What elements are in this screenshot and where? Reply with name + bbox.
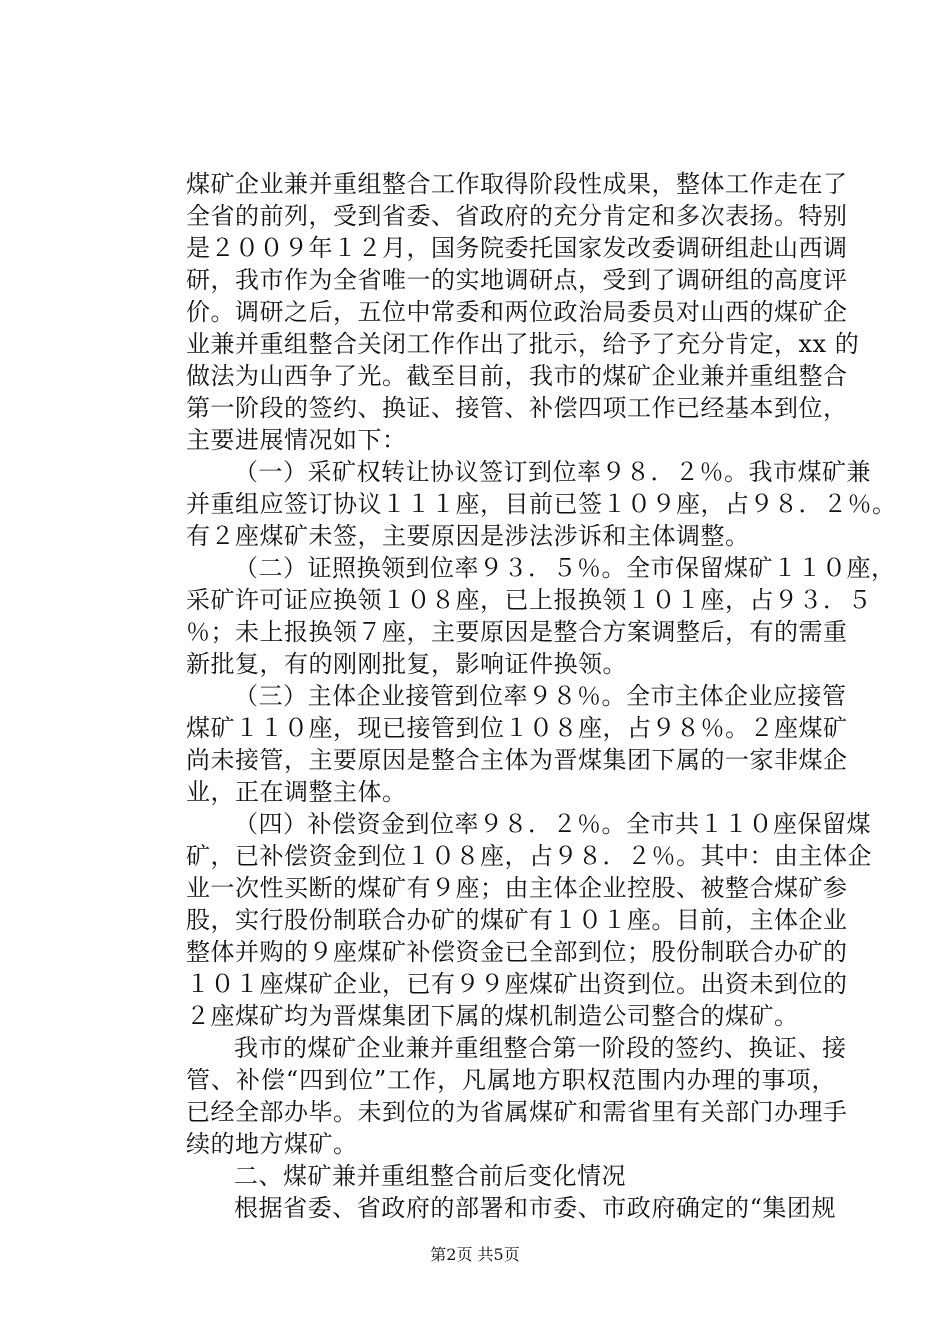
text-line: 尚未接管，主要原因是整合主体为晋煤集团下属的一家非煤企 [186, 746, 848, 774]
text-line: 股，实行股份制联合办矿的煤矿有１０１座。目前，主体企业 [186, 906, 848, 934]
text-line: （四）补偿资金到位率９８．２％。全市共１１０座保留煤 [234, 810, 871, 838]
text-line: ％；未上报换领７座，主要原因是整合方案调整后，有的需重 [186, 618, 848, 646]
text-line: 续的地方煤矿。 [186, 1130, 358, 1158]
text-line: 做法为山西争了光。截至目前，我市的煤矿企业兼并重组整合 [186, 362, 848, 390]
text-line: 第一阶段的签约、换证、接管、补偿四项工作已经基本到位， [186, 394, 848, 422]
text-line: 价。调研之后，五位中常委和两位政治局委员对山西的煤矿企 [186, 298, 848, 326]
text-line: （二）证照换领到位率９３．５％。全市保留煤矿１１０座， [234, 554, 896, 582]
page-number-footer: 第2页 共5页 [430, 1245, 520, 1264]
text-line: 是２００９年１２月，国务院委托国家发改委调研组赴山西调 [186, 234, 848, 262]
text-line: 矿，已补偿资金到位１０８座，占９８．２％。其中：由主体企 [186, 842, 872, 870]
text-line: 主要进展情况如下： [186, 426, 407, 454]
text-line: （一）采矿权转让协议签订到位率９８．２％。我市煤矿兼 [234, 458, 871, 486]
section-heading: 二、煤矿兼并重组整合前后变化情况 [234, 1162, 626, 1190]
text-line: 并重组应签订协议１１１座，目前已签１０９座，占９８．２％。 [186, 490, 897, 518]
text-line: 已经全部办毕。未到位的为省属煤矿和需省里有关部门办理手 [186, 1098, 848, 1126]
text-line: 管、补偿“四到位”工作，凡属地方职权范围内办理的事项， [186, 1066, 836, 1094]
text-line: １０１座煤矿企业，已有９９座煤矿出资到位。出资未到位的 [186, 970, 848, 998]
text-line: （三）主体企业接管到位率９８％。全市主体企业应接管 [234, 682, 847, 710]
text-line: 全省的前列，受到省委、省政府的充分肯定和多次表扬。特别 [186, 202, 848, 230]
text-line: 有２座煤矿未签，主要原因是涉法涉诉和主体调整。 [186, 522, 750, 550]
text-line: 煤矿１１０座，现已接管到位１０８座，占９８％。２座煤矿 [186, 714, 848, 742]
text-line: 新批复，有的刚刚批复，影响证件换领。 [186, 650, 627, 678]
text-line: 业，正在调整主体。 [186, 778, 407, 806]
text-line: 研，我市作为全省唯一的实地调研点，受到了调研组的高度评 [186, 266, 848, 294]
text-line: ２座煤矿均为晋煤集团下属的煤机制造公司整合的煤矿。 [186, 1002, 799, 1030]
text-line: 我市的煤矿企业兼并重组整合第一阶段的签约、换证、接 [234, 1034, 847, 1062]
body-text [186, 168, 897, 1224]
text-line: 煤矿企业兼并重组整合工作取得阶段性成果，整体工作走在了 [186, 170, 848, 198]
text-line: 根据省委、省政府的部署和市委、市政府确定的“集团规 [234, 1194, 836, 1222]
text-line: 业一次性买断的煤矿有９座；由主体企业控股、被整合煤矿参 [186, 874, 848, 902]
text-line: 采矿许可证应换领１０８座，已上报换领１０１座，占９３．５ [186, 586, 872, 614]
text-line: 业兼并重组整合关闭工作作出了批示，给予了充分肯定，xx 的 [186, 330, 860, 358]
text-line: 整体并购的９座煤矿补偿资金已全部到位；股份制联合办矿的 [186, 938, 848, 966]
